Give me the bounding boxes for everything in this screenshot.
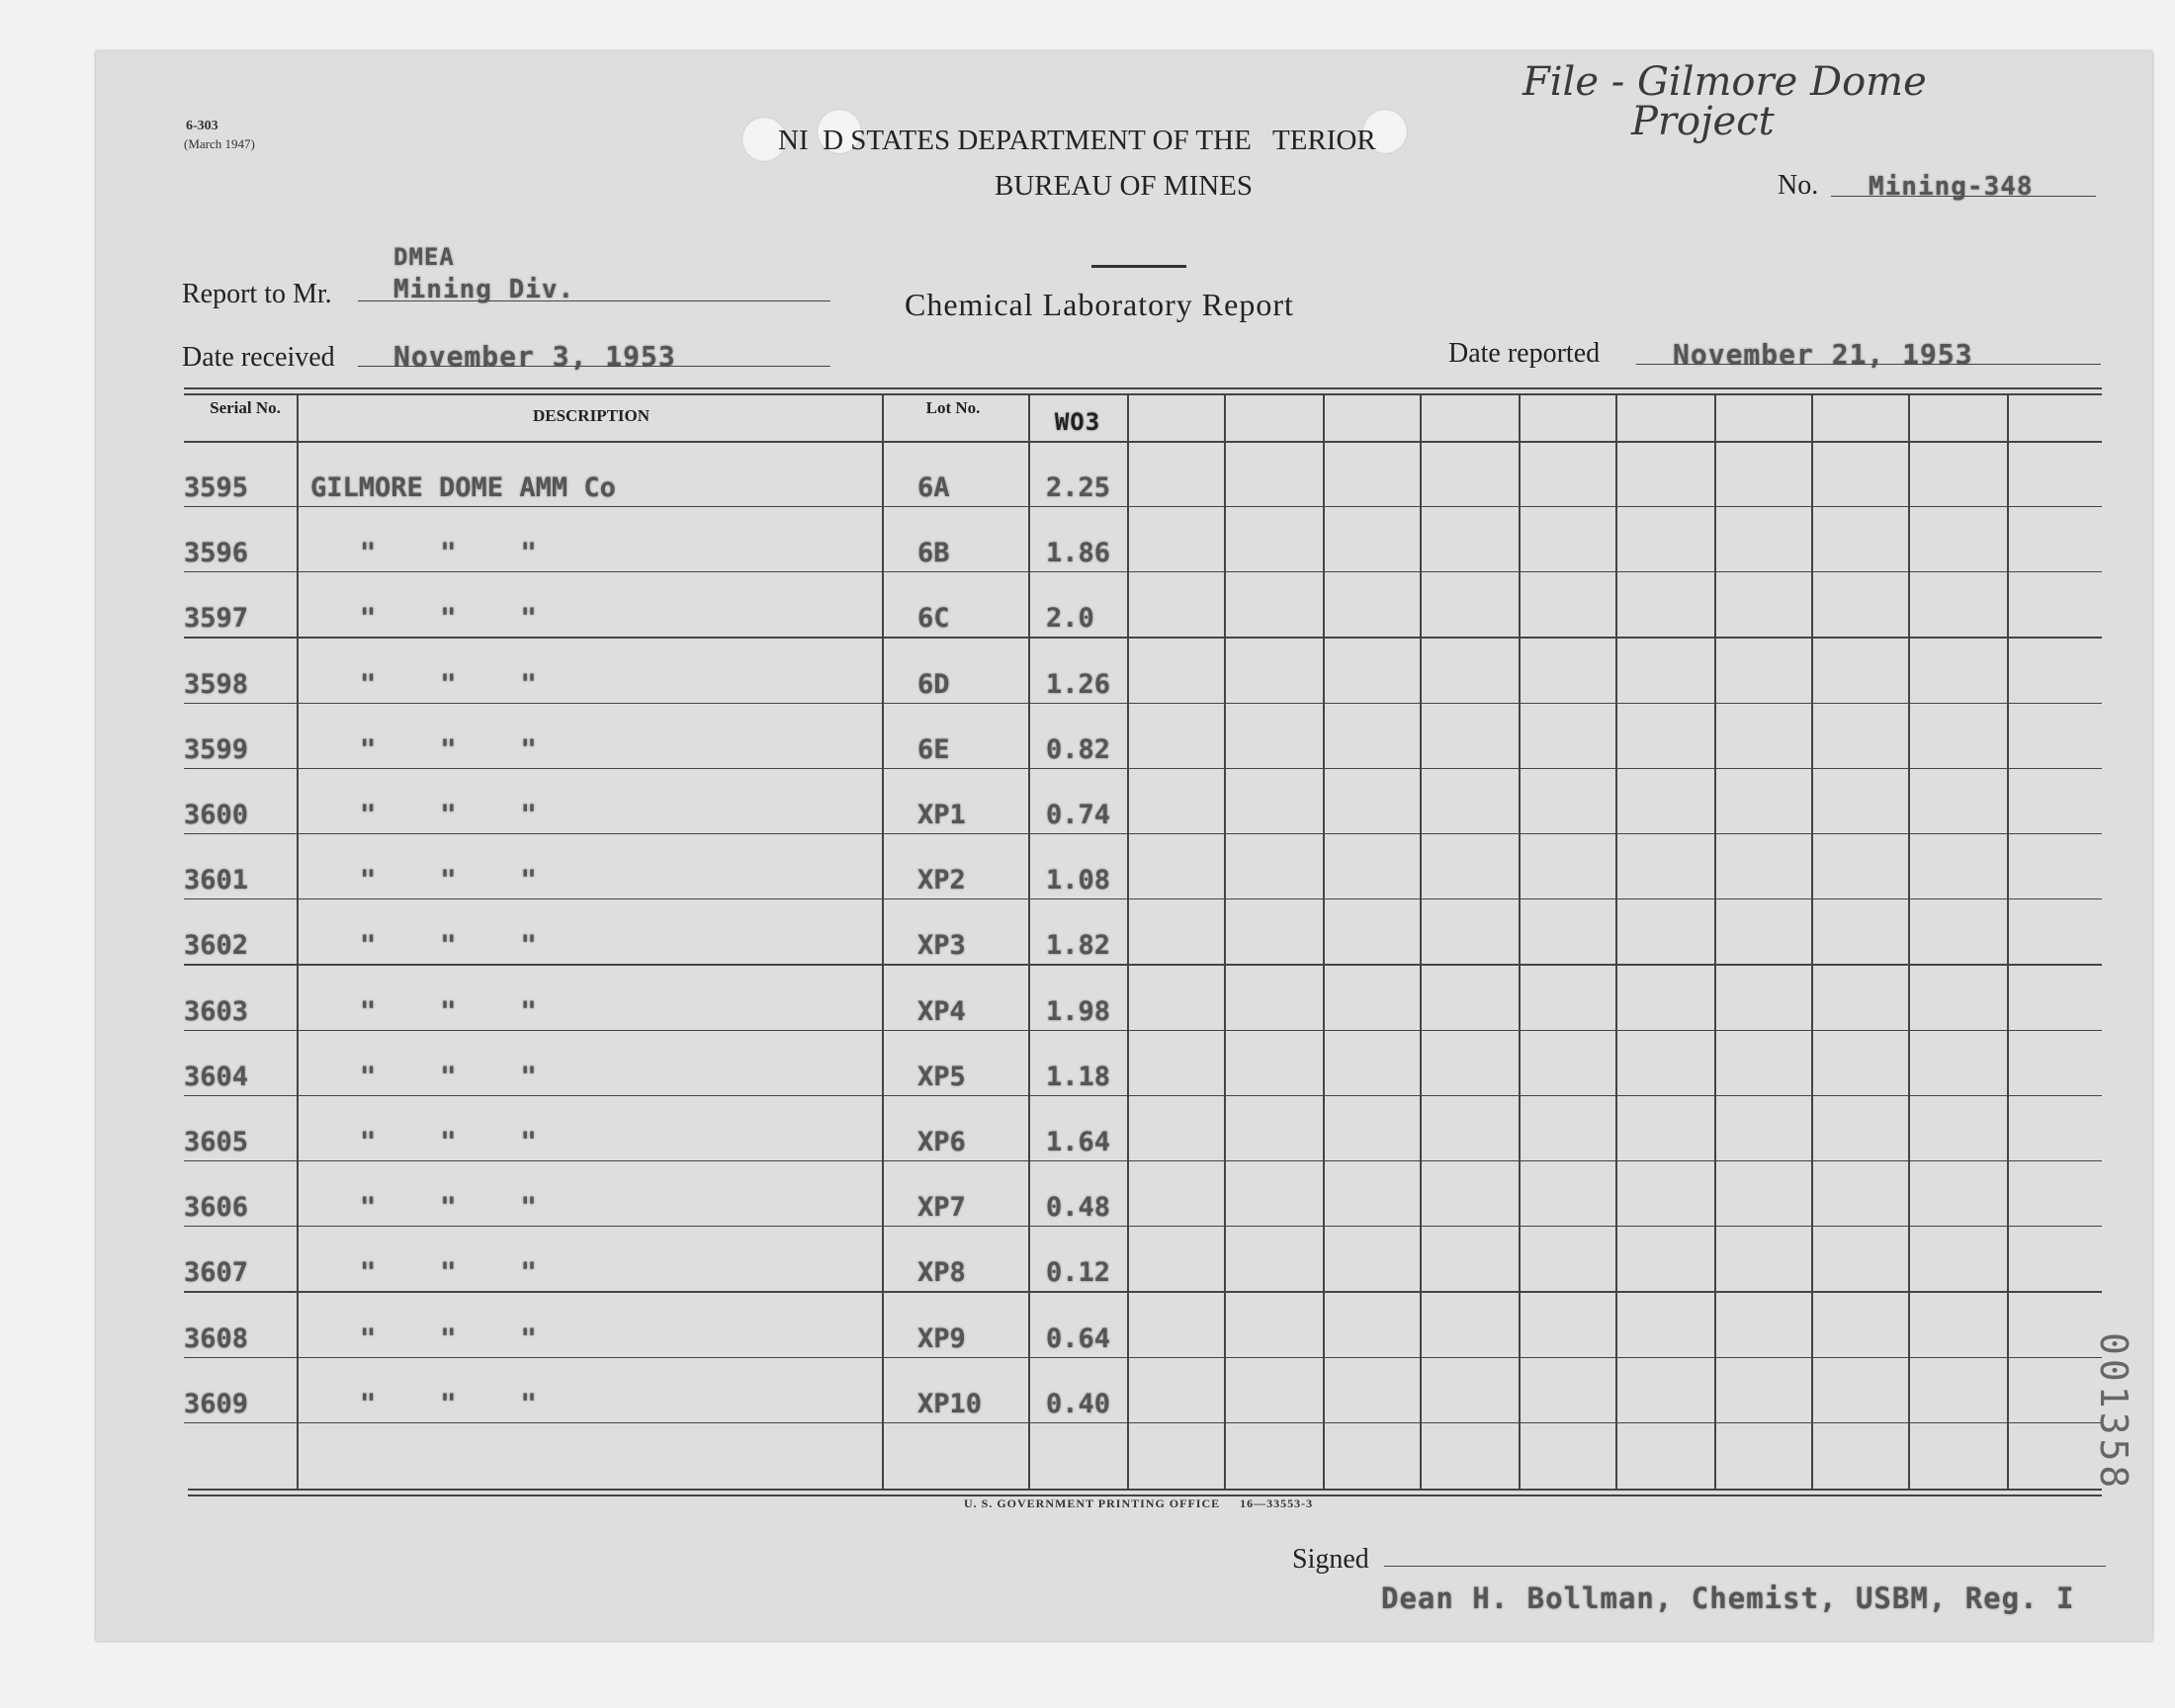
table-column-rule xyxy=(2007,395,2009,1489)
cell-lot: XP3 xyxy=(917,930,966,962)
cell-lot: XP9 xyxy=(917,1323,966,1354)
signed-label: Signed xyxy=(1292,1544,1369,1575)
cell-serial: 3596 xyxy=(184,538,249,569)
col-header-serial: Serial No. xyxy=(210,398,281,417)
cell-lot: XP5 xyxy=(917,1061,966,1092)
cell-wo3: 1.98 xyxy=(1046,995,1111,1027)
cell-wo3: 0.40 xyxy=(1046,1388,1111,1419)
cell-lot: 6A xyxy=(917,472,950,503)
table-column-rule xyxy=(1224,395,1226,1489)
table-column-rule xyxy=(882,395,884,1489)
table-row-rule xyxy=(184,1030,2102,1031)
cell-serial: 3601 xyxy=(184,865,249,897)
date-received-value: November 3, 1953 xyxy=(393,340,676,373)
cell-description: " " " xyxy=(360,1323,537,1354)
cell-serial: 3600 xyxy=(184,800,249,830)
signature-underline xyxy=(1384,1566,2106,1567)
table-row-rule xyxy=(184,1291,2102,1292)
cell-description: " " " xyxy=(360,865,537,897)
cell-description: " " " xyxy=(360,1127,537,1157)
table-row-rule xyxy=(184,1160,2102,1161)
title-divider xyxy=(1091,265,1186,268)
table-row-rule xyxy=(184,1226,2102,1227)
cell-lot: XP8 xyxy=(917,1257,966,1289)
report-no-label: No. xyxy=(1778,170,1819,201)
cell-wo3: 0.82 xyxy=(1046,733,1111,765)
table-row-rule xyxy=(184,1422,2102,1423)
cell-wo3: 0.48 xyxy=(1046,1192,1111,1224)
table-row-rule xyxy=(184,703,2102,704)
table-header-rule xyxy=(184,441,2102,443)
handwritten-note-line1: File - Gilmore Dome xyxy=(1522,59,1927,105)
cell-lot: 6E xyxy=(917,733,950,765)
form-date: (March 1947) xyxy=(184,136,255,151)
table-column-rule xyxy=(1323,395,1325,1489)
stamp-number: 001358 xyxy=(2092,1332,2135,1493)
table-column-rule xyxy=(1420,395,1422,1489)
cell-serial: 3602 xyxy=(184,930,249,962)
cell-serial: 3609 xyxy=(184,1388,249,1419)
table-row-rule xyxy=(184,1095,2102,1096)
handwritten-note-line2: Project xyxy=(1631,99,1775,144)
cell-wo3: 1.64 xyxy=(1046,1127,1111,1157)
cell-wo3: 0.64 xyxy=(1046,1323,1111,1354)
cell-lot: XP1 xyxy=(917,800,966,830)
form-number: 6-303 xyxy=(186,119,218,133)
report-no-value: Mining-348 xyxy=(1869,172,2034,202)
col-header-wo3: WO3 xyxy=(1054,408,1101,436)
cell-description: " " " xyxy=(360,995,537,1027)
cell-serial: 3604 xyxy=(184,1061,249,1092)
table-row-rule xyxy=(184,833,2102,834)
table-column-rule xyxy=(1908,395,1910,1489)
cell-wo3: 2.25 xyxy=(1046,472,1111,503)
cell-lot: XP2 xyxy=(917,865,966,897)
cell-serial: 3608 xyxy=(184,1323,249,1354)
cell-lot: XP4 xyxy=(917,995,966,1027)
agency-title: NI D STATES DEPARTMENT OF THE TERIOR xyxy=(778,125,1376,156)
cell-description: " " " xyxy=(360,668,537,700)
cell-serial: 3598 xyxy=(184,668,249,700)
cell-lot: 6D xyxy=(917,668,950,700)
cell-description: " " " xyxy=(360,733,537,765)
cell-description: " " " xyxy=(360,538,537,569)
table-row-rule xyxy=(184,964,2102,965)
report-to-label: Report to Mr. xyxy=(182,279,332,309)
cell-lot: XP10 xyxy=(917,1388,983,1419)
cell-description: " " " xyxy=(360,1061,537,1092)
table-top-rule xyxy=(184,387,2102,389)
table-column-rule xyxy=(1127,395,1129,1489)
table-column-rule xyxy=(1714,395,1716,1489)
report-title: Chemical Laboratory Report xyxy=(905,287,1294,322)
report-to-value-line2: Mining Div. xyxy=(393,275,575,304)
table-column-rule xyxy=(1519,395,1521,1489)
cell-serial: 3605 xyxy=(184,1127,249,1157)
signature-value: Dean H. Bollman, Chemist, USBM, Reg. I xyxy=(1381,1581,2075,1615)
table-row-rule xyxy=(184,1357,2102,1358)
table-row-rule xyxy=(184,506,2102,507)
cell-serial: 3599 xyxy=(184,733,249,765)
cell-description: " " " xyxy=(360,1388,537,1419)
table-row-rule xyxy=(184,768,2102,769)
date-received-label: Date received xyxy=(182,342,335,373)
cell-description: GILMORE DOME AMM Co xyxy=(310,472,616,503)
cell-description: " " " xyxy=(360,930,537,962)
table-column-rule xyxy=(1615,395,1617,1489)
cell-wo3: 1.26 xyxy=(1046,668,1111,700)
cell-wo3: 2.0 xyxy=(1046,603,1094,635)
date-reported-label: Date reported xyxy=(1448,338,1601,369)
cell-serial: 3597 xyxy=(184,603,249,635)
date-reported-value: November 21, 1953 xyxy=(1673,338,1973,371)
cell-lot: 6B xyxy=(917,538,950,569)
table-row-rule xyxy=(184,637,2102,638)
table-top-rule-2 xyxy=(184,393,2102,395)
printing-office-line: U. S. GOVERNMENT PRINTING OFFICE 16—33553-3 xyxy=(964,1496,1314,1510)
cell-description: " " " xyxy=(360,800,537,830)
cell-serial: 3607 xyxy=(184,1257,249,1289)
table-row-rule xyxy=(184,898,2102,899)
cell-wo3: 1.86 xyxy=(1046,538,1111,569)
cell-wo3: 1.08 xyxy=(1046,865,1111,897)
table-row-rule xyxy=(184,571,2102,572)
col-header-lot: Lot No. xyxy=(925,398,981,417)
cell-serial: 3606 xyxy=(184,1192,249,1224)
table-column-rule xyxy=(297,395,299,1489)
bureau-title: BUREAU OF MINES xyxy=(995,170,1254,202)
cell-description: " " " xyxy=(360,1257,537,1289)
report-to-value-line1: DMEA xyxy=(393,243,455,271)
cell-wo3: 1.18 xyxy=(1046,1061,1111,1092)
cell-lot: XP6 xyxy=(917,1127,966,1157)
table-column-rule xyxy=(1028,395,1030,1489)
cell-serial: 3603 xyxy=(184,995,249,1027)
cell-wo3: 0.74 xyxy=(1046,800,1111,830)
col-header-description: DESCRIPTION xyxy=(532,406,651,425)
table-column-rule xyxy=(1811,395,1813,1489)
cell-wo3: 1.82 xyxy=(1046,930,1111,962)
table-bottom-rule xyxy=(188,1489,2102,1491)
cell-lot: 6C xyxy=(917,603,950,635)
cell-serial: 3595 xyxy=(184,472,249,503)
cell-description: " " " xyxy=(360,1192,537,1224)
cell-lot: XP7 xyxy=(917,1192,966,1224)
cell-description: " " " xyxy=(360,603,537,635)
cell-wo3: 0.12 xyxy=(1046,1257,1111,1289)
